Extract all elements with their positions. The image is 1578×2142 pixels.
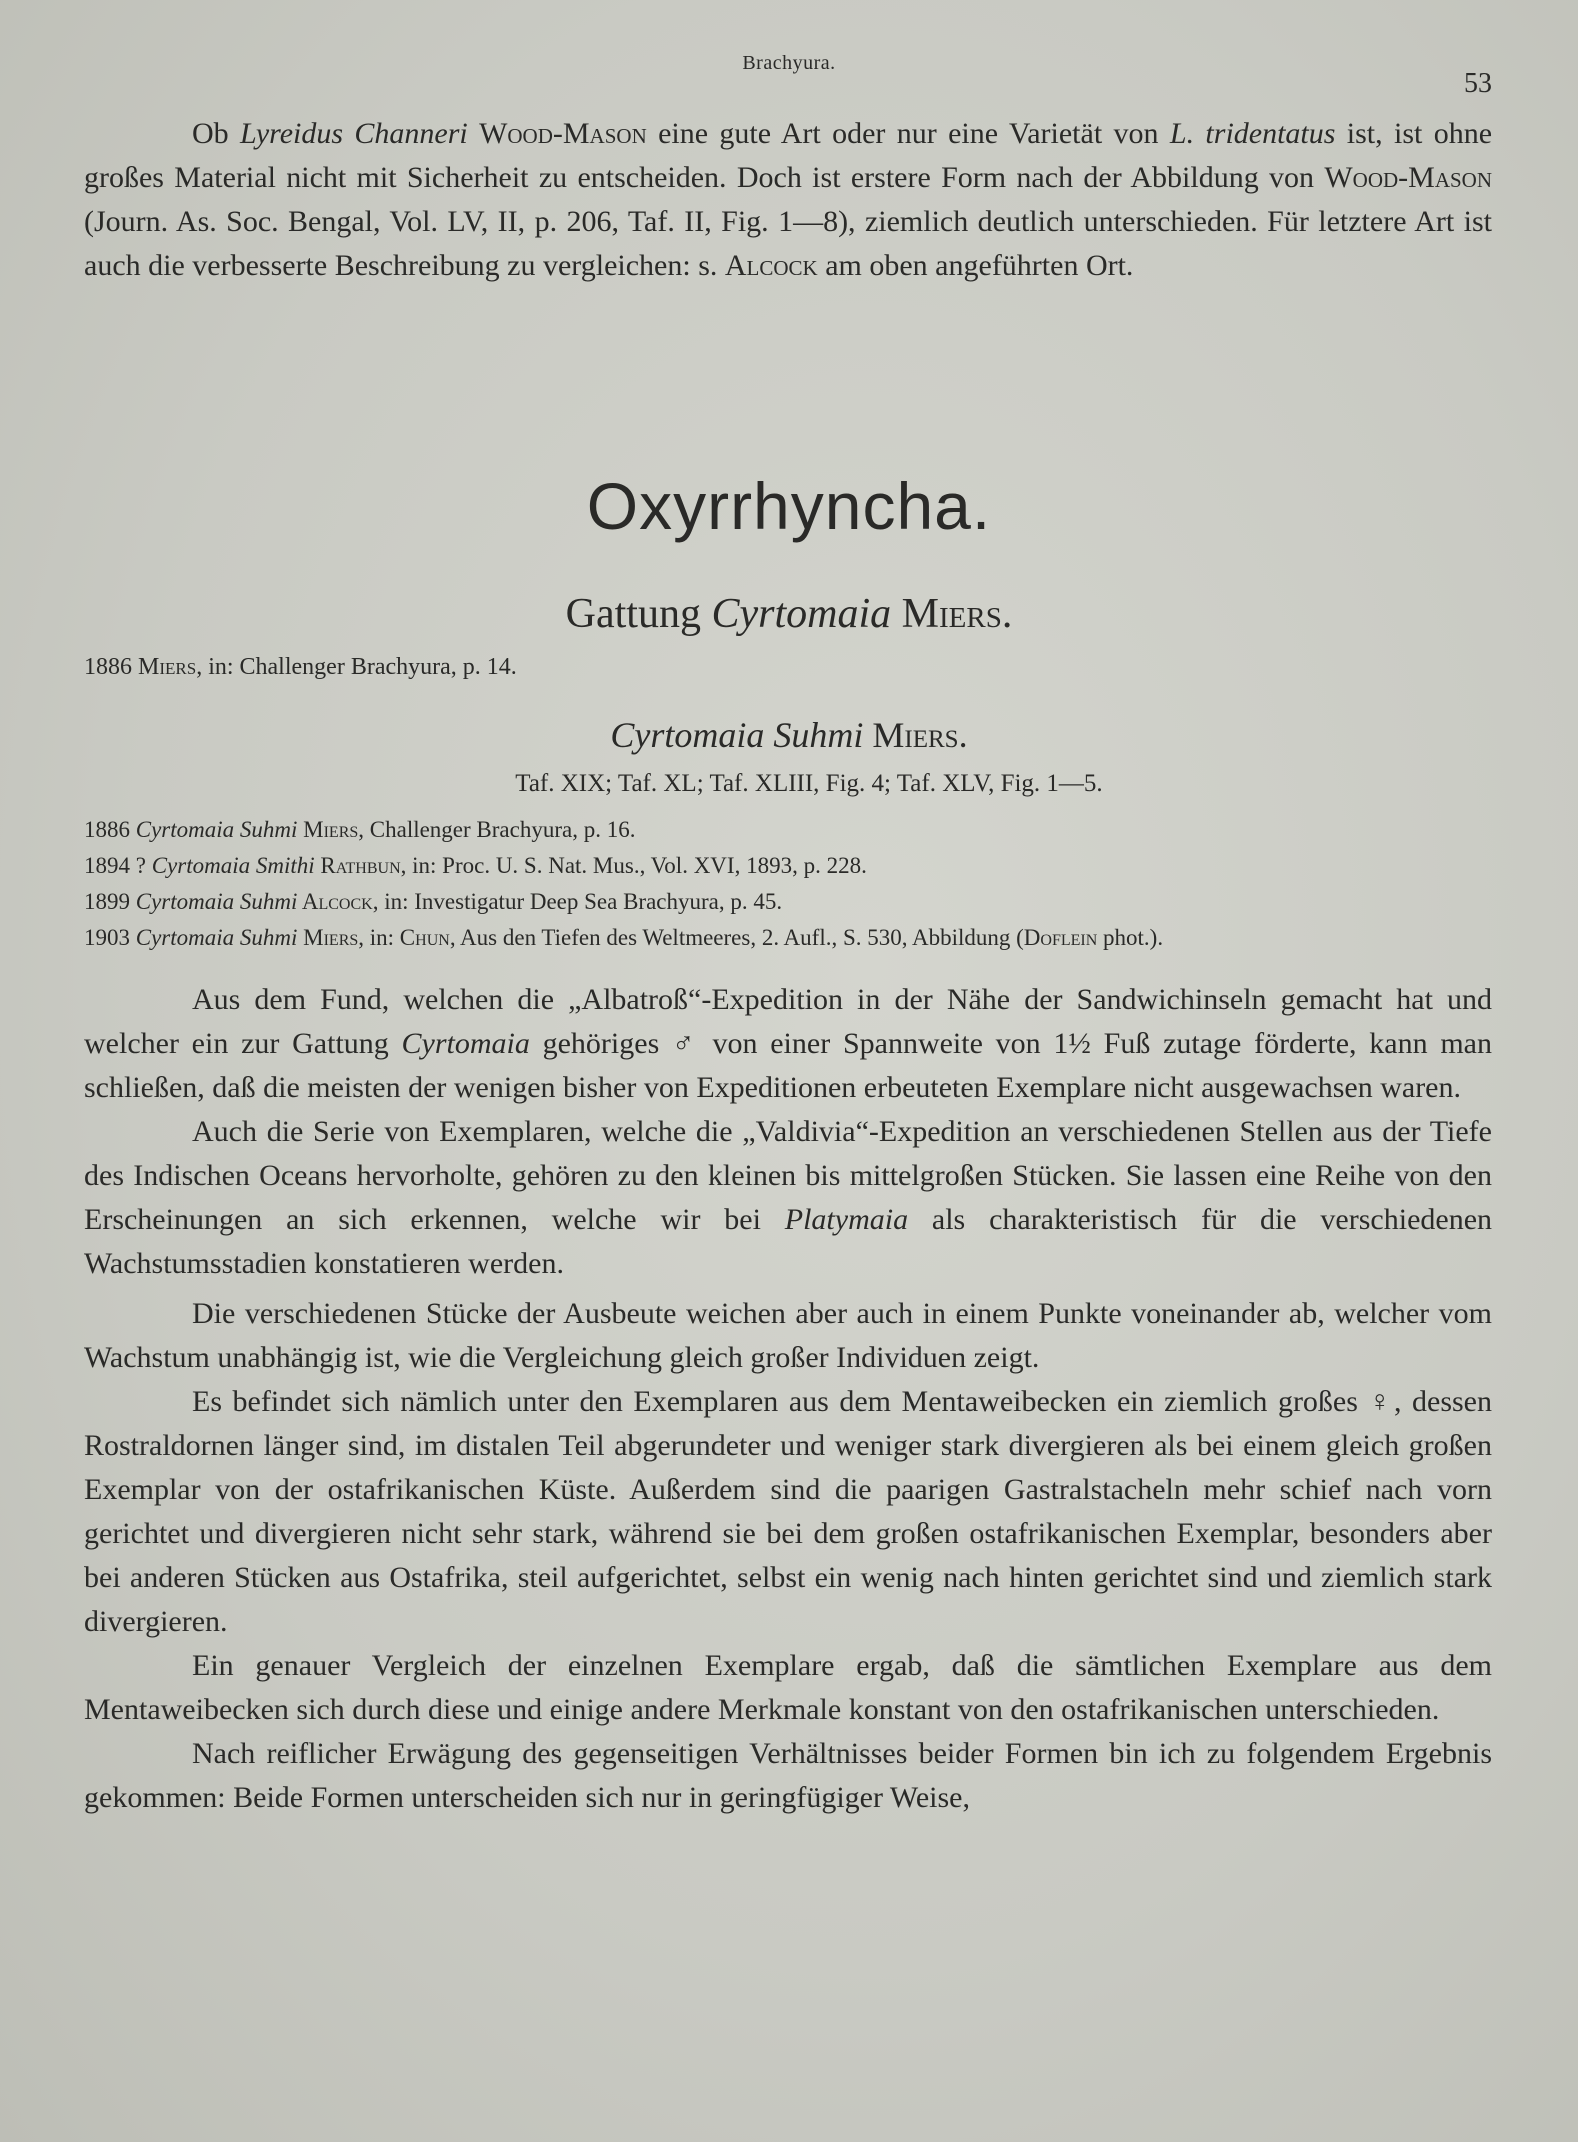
species-name: Lyreidus Channeri (240, 117, 468, 150)
species-name: L. tridentatus (1169, 117, 1336, 150)
body-paragraph: Nach reiflicher Erwägung des gegenseitigen Verhältnisses beider Formen bin ich zu folgendem Ergebnis gekommen: Beide Formen unterscheiden sich nur in geringfügiger Weise, (84, 1737, 1492, 1814)
synonymy-entry: 1903 Cyrtomaia Suhmi Miers, in: Chun, Aus den Tiefen des Weltmeeres, 2. Aufl., S. 530, Abbildung (Doflein phot.). (84, 925, 1164, 950)
intro-paragraph: Ob Lyreidus Channeri Wood-Mason eine gute Art oder nur eine Varietät von L. tridentatus ist, ist ohne großes Material nicht mit Sicherheit zu entscheiden. Doch ist erstere Form nach der Abbildung von Wood-Mason (Journ. As. Soc. Bengal, Vol. LV, II, p. 206, Taf. II, Fig. 1—8), ziemlich deutlich unterschieden. Für letztere Art ist auch die verbesserte Beschreibung zu vergleichen: s. Alcock am oben angeführten Ort. (84, 117, 1493, 282)
genus-title: Gattung Cyrtomaia Miers. (565, 591, 1013, 637)
body-paragraph: Die verschiedenen Stücke der Ausbeute weichen aber auch in einem Punkte voneinander ab, welcher vom Wachstum unabhängig ist, wie die Vergleichung gleich großer Individuen zeigt. (84, 1297, 1492, 1374)
plate-references: Taf. XIX; Taf. XL; Taf. XLIII, Fig. 4; Taf. XLV, Fig. 1—5. (515, 770, 1103, 797)
genus-reference: 1886 Miers, in: Challenger Brachyura, p. 14. (84, 654, 517, 680)
intro-paragraph-block (84, 112, 1492, 288)
body-text (84, 978, 1492, 1820)
species-name: Cyrtomaia Suhmi (610, 715, 864, 755)
body-paragraph: Auch die Serie von Exemplaren, welche die „Valdivia“-Expedition an verschiedenen Stellen aus der Tiefe des Indischen Oceans hervorholte, gehören zu den kleinen bis mittelgroßen Stücken. Sie lassen eine Reihe von den Erscheinungen an sich erkennen, welche wir bei Platymaia als charakteristisch für die verschiedenen Wachstumsstadien konstatieren werden. (84, 1115, 1493, 1280)
author-name: Wood-Mason (479, 117, 647, 150)
synonymy-entry: 1886 Cyrtomaia Suhmi Miers, Challenger Brachyura, p. 16. (84, 817, 636, 842)
body-paragraph: Es befindet sich nämlich unter den Exemplaren aus dem Mentaweibecken ein ziemlich großes ♀, dessen Rostraldornen länger sind, im distalen Teil abgerundeter und weniger stark divergieren als bei einem gleich großen Exemplar von der ostafrikanischen Küste. Außerdem sind die paarigen Gastralstacheln mehr schief nach vorn gerichtet und divergieren nicht sehr stark, während sie bei dem großen ostafrikanischen Exemplar, besonders aber bei anderen Stücken aus Ostafrika, steil aufgerichtet, selbst ein wenig nach hinten gerichtet sind und ziemlich stark divergieren. (84, 1385, 1492, 1638)
synonymy-entry: 1894 ? Cyrtomaia Smithi Rathbun, in: Proc. U. S. Nat. Mus., Vol. XVI, 1893, p. 228. (84, 853, 867, 878)
genus-name: Platymaia (784, 1203, 909, 1236)
author-name: Alcock (724, 249, 818, 282)
species-title (0, 714, 1578, 756)
author-name: Wood-Mason (1324, 161, 1492, 194)
synonymy-entry: 1899 Cyrtomaia Suhmi Alcock, in: Investigatur Deep Sea Brachyura, p. 45. (84, 889, 783, 914)
body-paragraph: Ein genauer Vergleich der einzelnen Exemplare ergab, daß die sämtlichen Exemplare aus dem Mentaweibecken sich durch diese und einige andere Merkmale konstant von den ostafrikanischen unterschieden. (84, 1649, 1492, 1726)
body-paragraph: Aus dem Fund, welchen die „Albatroß“-Expedition in der Nähe der Sandwichinseln gemacht hat und welcher ein zur Gattung Cyrtomaia gehöriges ♂ von einer Spannweite von 1½ Fuß zutage förderte, kann man schließen, daß die meisten der wenigen bisher von Expeditionen erbeuteten Exemplare nicht ausgewachsen waren. (84, 983, 1492, 1104)
section-title: Oxyrrhyncha. (586, 469, 992, 543)
synonymy-list (84, 812, 1504, 956)
species-author: Miers. (872, 715, 968, 755)
genus-author: Miers. (901, 591, 1013, 637)
genus-name: Cyrtomaia (711, 591, 892, 637)
running-head: Brachyura. (742, 52, 836, 74)
genus-name: Cyrtomaia (401, 1027, 530, 1060)
page-number: 53 (1464, 68, 1492, 99)
